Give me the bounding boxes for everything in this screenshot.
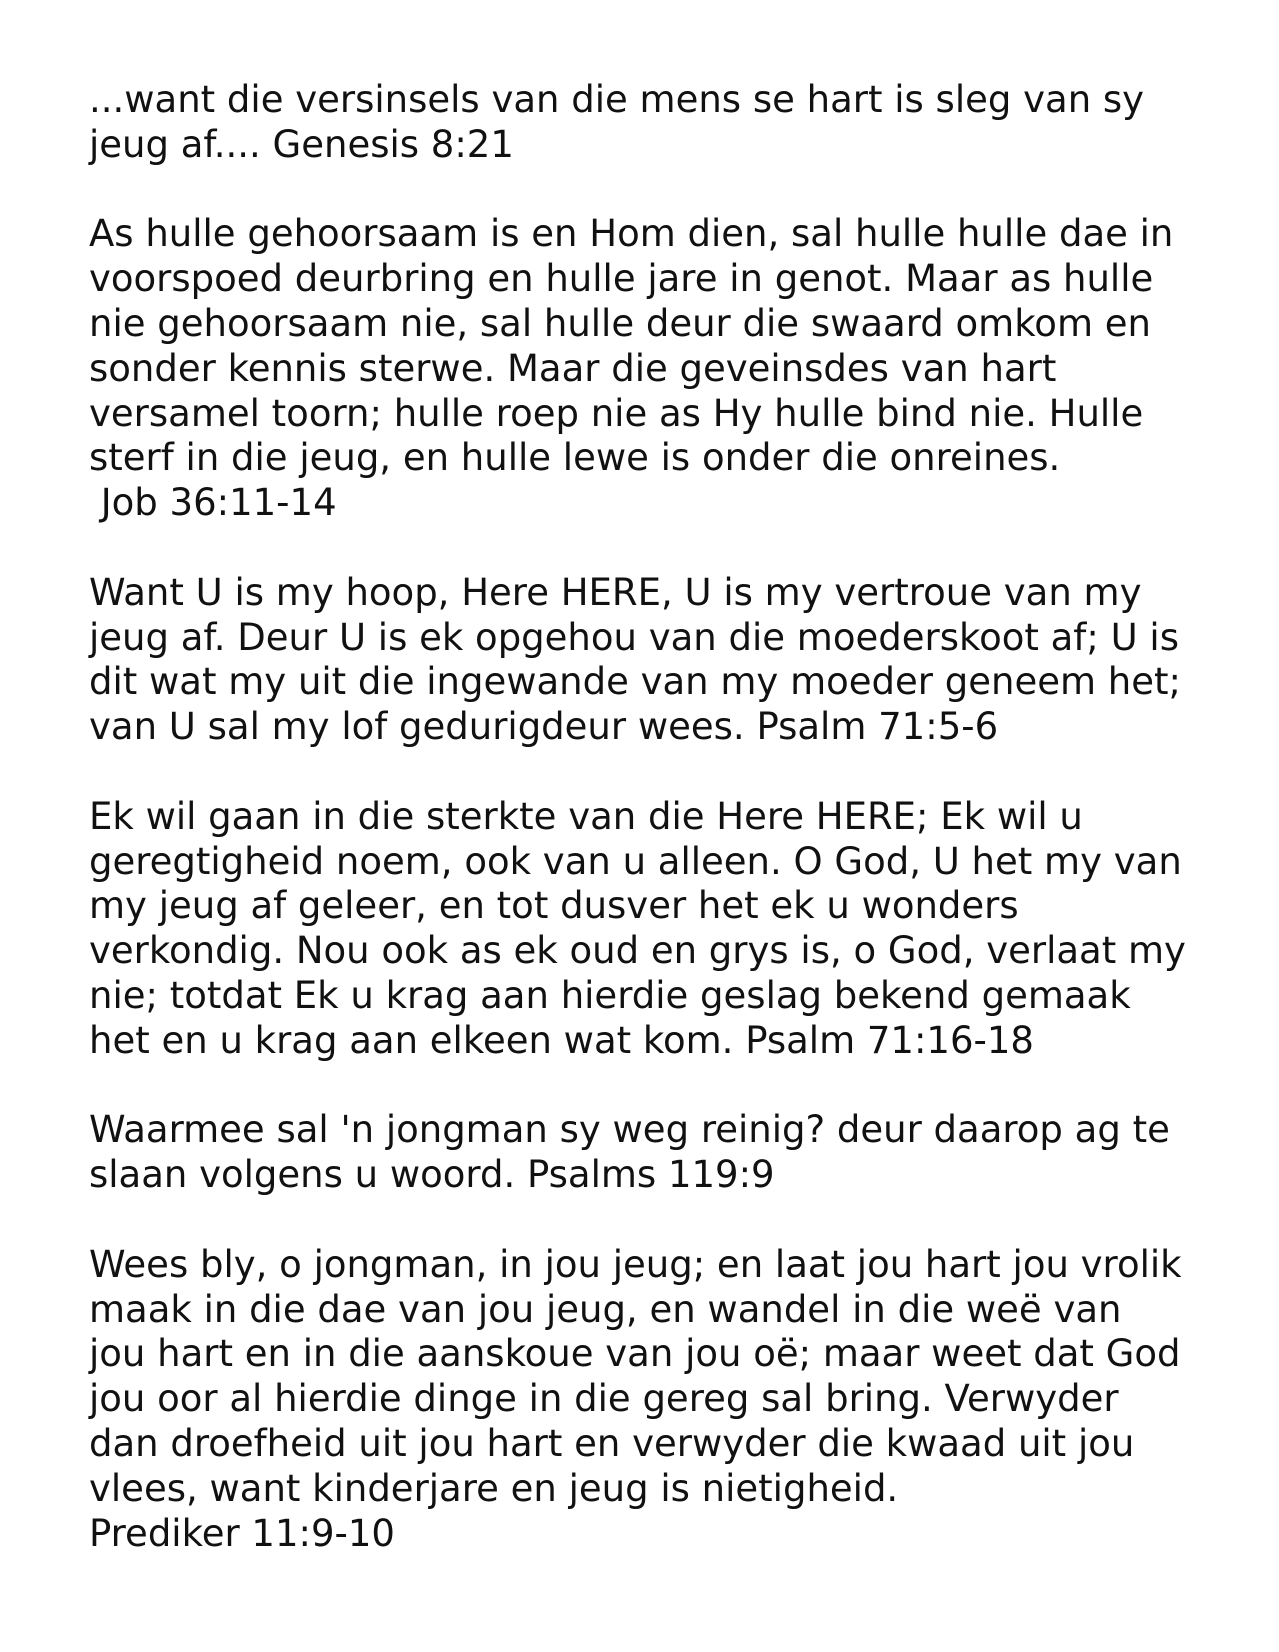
passage-line: ...want die versinsels van die mens se hart is sleg van sy <box>89 78 1145 121</box>
passage-psalm-71-5-6 <box>89 571 1269 750</box>
passage-line: voorspoed deurbring en hulle jare in genot. Maar as hulle <box>89 257 1154 301</box>
passage-line: verkondig. Nou ook as ek oud en grys is, o God, verlaat my <box>89 929 1186 973</box>
passage-line: sterf in die jeug, en hulle lewe is onder die onreines. <box>89 436 1061 480</box>
passage-line: Wees bly, o jongman, in jou jeug; en laat jou hart jou vrolik <box>89 1242 1182 1286</box>
passage-line: jeug af.... Genesis 8:21 <box>89 122 514 166</box>
passage-psalms-119-9 <box>89 1108 1269 1198</box>
passage-line: van U sal my lof gedurigdeur wees. Psalm 71:5-6 <box>89 705 999 749</box>
passage-line: Waarmee sal 'n jongman sy weg reinig? deur daarop ag te <box>89 1108 1170 1152</box>
passage-line: Job 36:11-14 <box>89 481 337 525</box>
passage-line: dit wat my uit die ingewande van my moeder geneem het; <box>89 660 1181 704</box>
passage-job-36-11-14 <box>89 212 1269 526</box>
passage-line: Want U is my hoop, Here HERE, U is my vertroue van my <box>89 570 1142 614</box>
passage-psalm-71-16-18 <box>89 795 1269 1064</box>
passage-line: nie gehoorsaam nie, sal hulle deur die swaard omkom en <box>89 301 1151 345</box>
passage-line: jeug af. Deur U is ek opgehou van die moederskoot af; U is <box>89 615 1179 659</box>
passage-prediker-11-9-10 <box>89 1243 1269 1557</box>
passage-line: het en u krag aan elkeen wat kom. Psalm 71:16-18 <box>89 1018 1034 1062</box>
passage-line: slaan volgens u woord. Psalms 119:9 <box>89 1153 775 1197</box>
passage-line: jou oor al hierdie dinge in die gereg sal bring. Verwyder <box>89 1377 1119 1421</box>
passage-line: sonder kennis sterwe. Maar die geveinsdes van hart <box>89 346 1057 390</box>
scripture-text-block <box>89 78 1269 1601</box>
passage-genesis-8-21 <box>89 78 1269 168</box>
passage-line: Ek wil gaan in die sterkte van die Here HERE; Ek wil u <box>89 794 1083 838</box>
passage-line: jou hart en in die aanskoue van jou oë; maar weet dat God <box>89 1332 1181 1376</box>
passage-line: geregtigheid noem, ook van u alleen. O God, U het my van <box>89 839 1182 883</box>
passage-line: vlees, want kinderjare en jeug is nietigheid. <box>89 1466 899 1510</box>
passage-line: Prediker 11:9-10 <box>89 1511 395 1555</box>
passage-line: As hulle gehoorsaam is en Hom dien, sal hulle hulle dae in <box>89 212 1174 256</box>
passage-line: my jeug af geleer, en tot dusver het ek u wonders <box>89 884 1019 928</box>
passage-line: dan droefheid uit jou hart en verwyder die kwaad uit jou <box>89 1421 1135 1465</box>
passage-line: maak in die dae van jou jeug, en wandel in die weë van <box>89 1287 1122 1331</box>
passage-line: versamel toorn; hulle roep nie as Hy hulle bind nie. Hulle <box>89 391 1144 435</box>
passage-line: nie; totdat Ek u krag aan hierdie geslag bekend gemaak <box>89 973 1131 1017</box>
